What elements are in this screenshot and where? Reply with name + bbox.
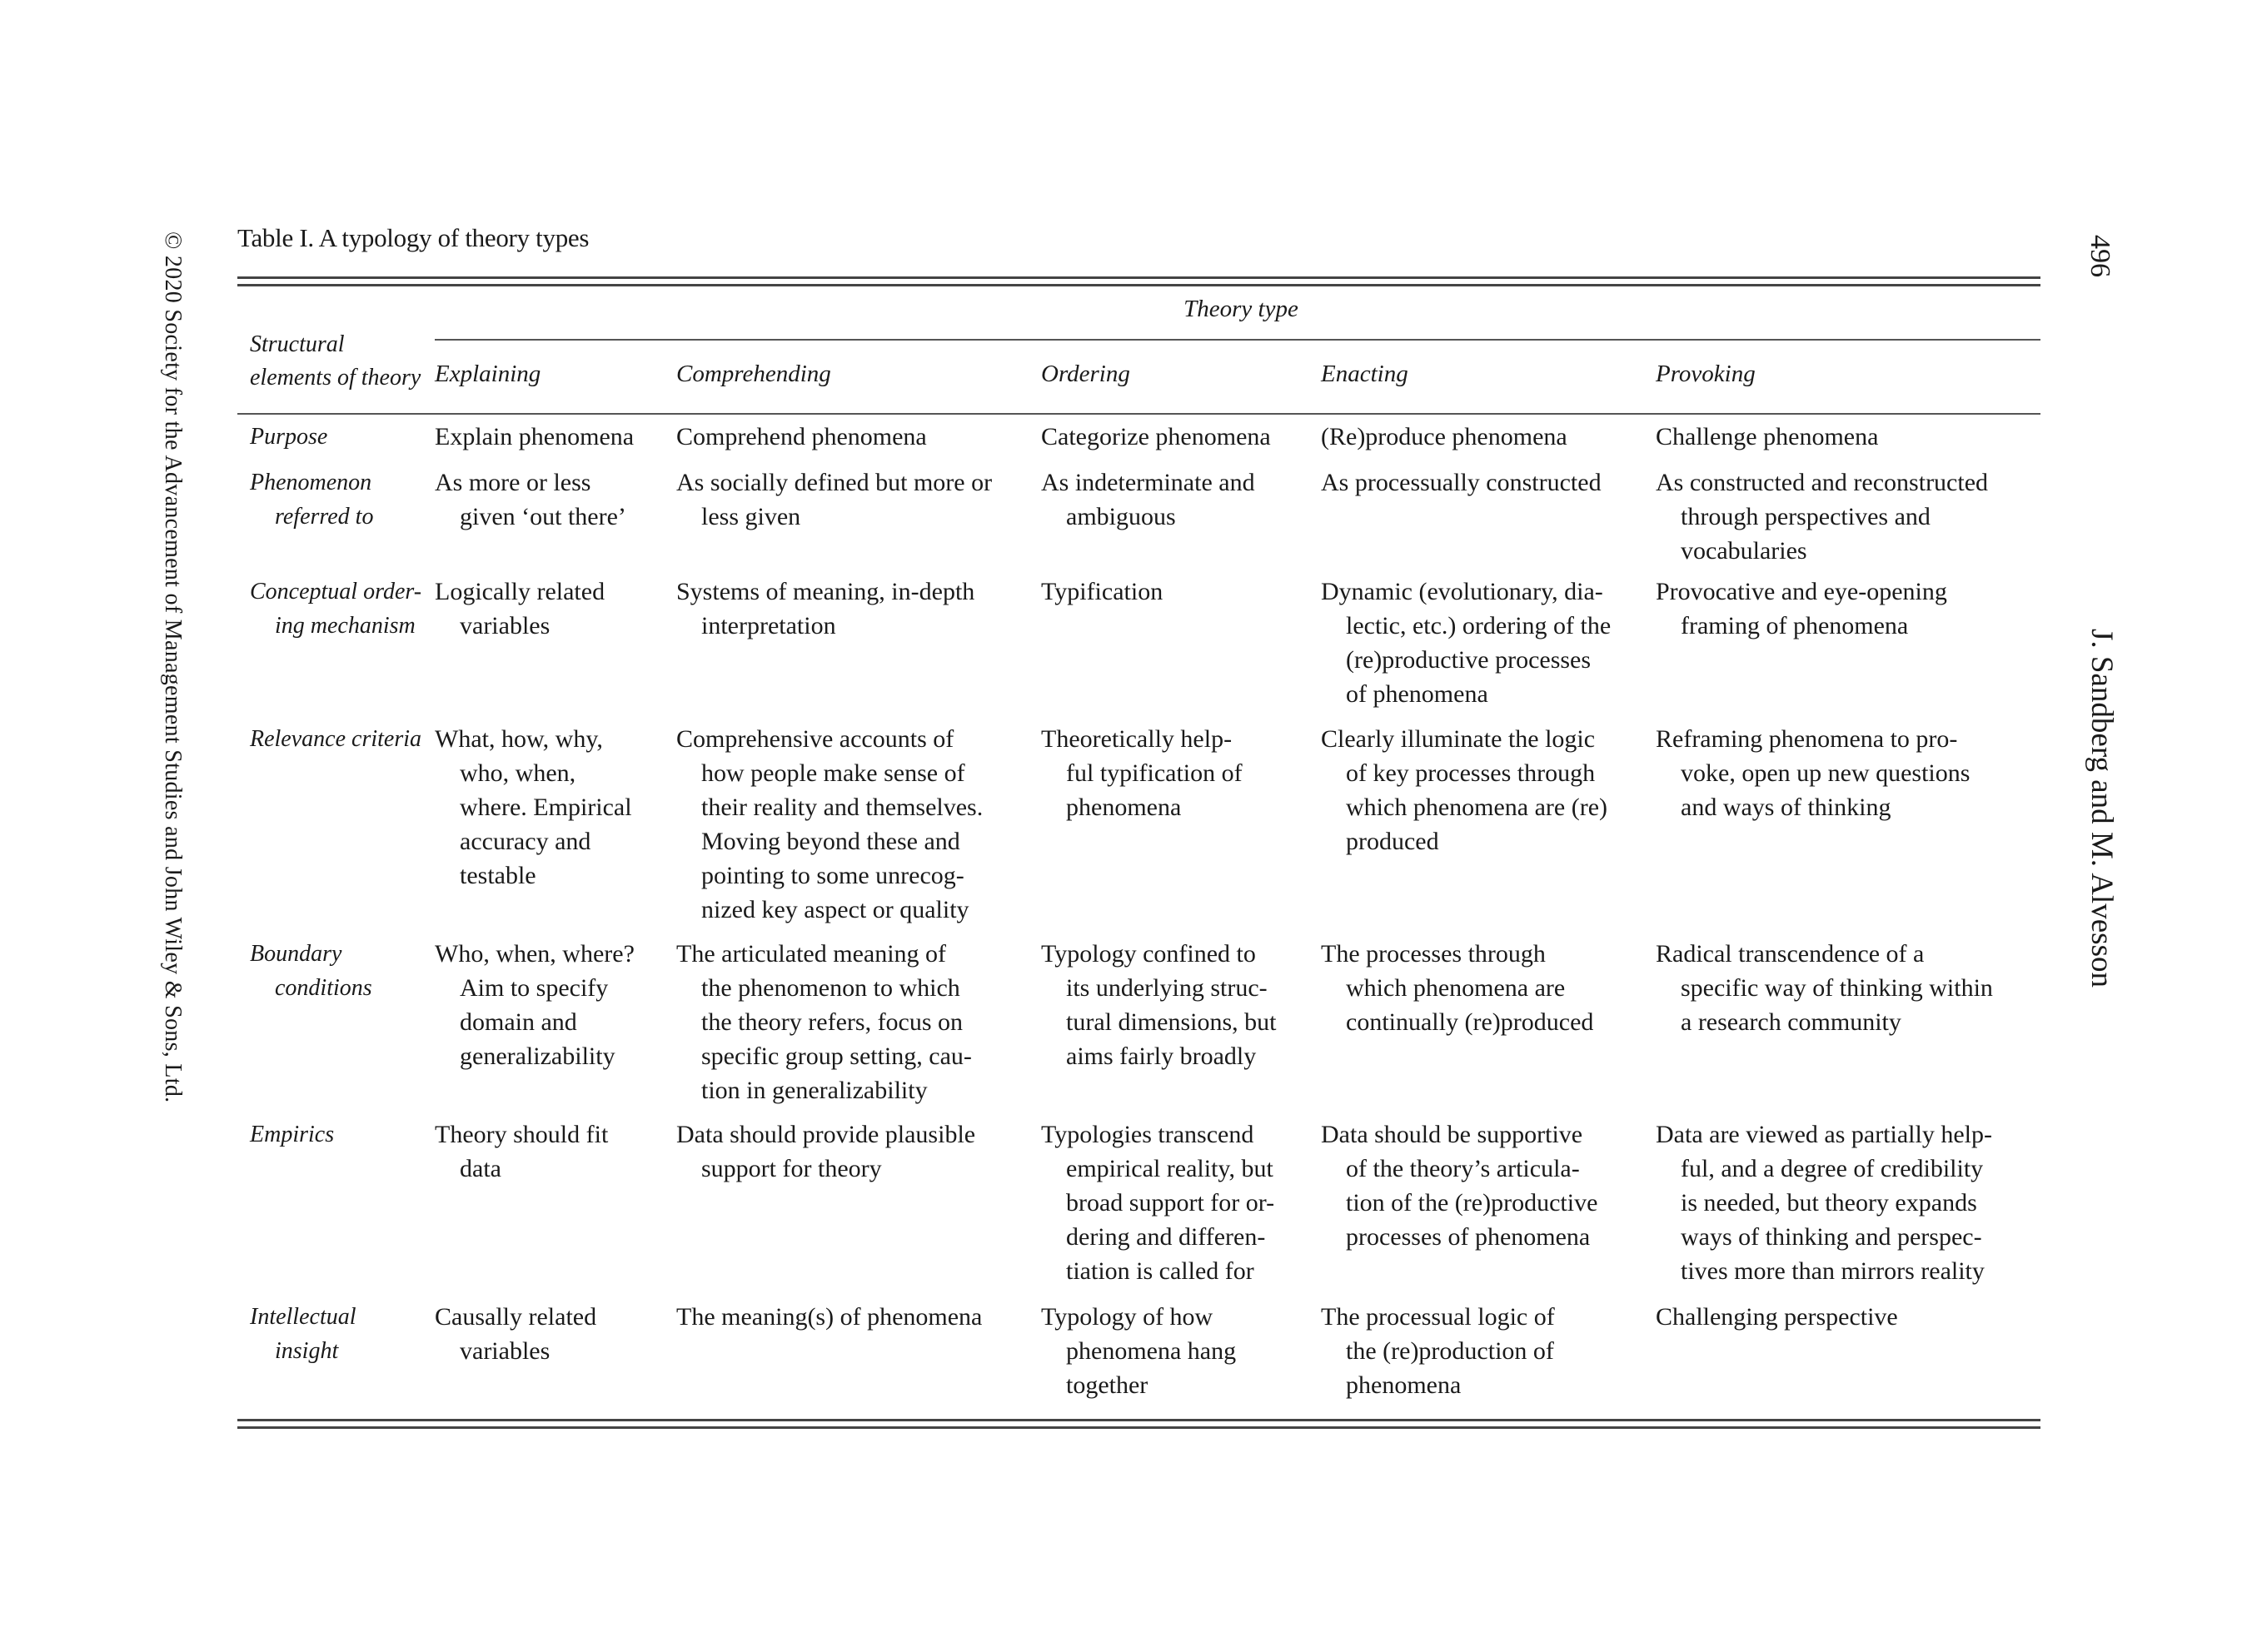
cell-line: where. Empirical [460, 794, 632, 821]
table-cell-ordering [1041, 722, 1243, 824]
row-label [250, 575, 421, 643]
spanner-theory-type: Theory type [1183, 296, 1298, 322]
row-label [250, 1300, 356, 1368]
table-cell-explaining [435, 937, 635, 1073]
table-cell-enacting [1321, 1117, 1597, 1254]
cell-line: ways of thinking and perspec- [1681, 1223, 1982, 1251]
cell-line: Who, when, where? [435, 940, 635, 968]
copyright-notice: © 2020 Society for the Advancement of Management Studies and John Wiley & Sons, Ltd. [160, 231, 186, 1103]
cell-line: lectic, etc.) ordering of the [1346, 612, 1612, 639]
table-cell-ordering [1041, 465, 1255, 534]
table-cell-ordering [1041, 1117, 1274, 1288]
cell-line: Typology of how [1041, 1303, 1213, 1331]
cell-line: support for theory [701, 1155, 882, 1182]
cell-line: Typologies transcend [1041, 1121, 1254, 1148]
table-cell-enacting [1321, 465, 1602, 500]
cell-line: Typification [1041, 578, 1163, 605]
cell-line: Comprehensive accounts of [676, 725, 954, 753]
table-cell-comprehending [676, 1117, 975, 1186]
row-label-line: insight [275, 1338, 339, 1364]
cell-line: Clearly illuminate the logic [1321, 725, 1596, 753]
table-cell-enacting [1321, 937, 1593, 1039]
cell-line: their reality and themselves. [701, 794, 984, 821]
bottom-rule-1 [237, 1419, 2040, 1421]
cell-line: (re)productive processes [1346, 646, 1592, 674]
cell-line: testable [460, 862, 536, 889]
cell-line: nized key aspect or quality [701, 896, 969, 923]
cell-line: how people make sense of [701, 759, 965, 787]
table-cell-comprehending [676, 465, 992, 534]
page-number: 496 [2085, 235, 2115, 277]
cell-line: ful typification of [1066, 759, 1243, 787]
table-cell-provoking [1656, 1117, 1992, 1288]
cell-line: Theory should fit [435, 1121, 609, 1148]
row-label [250, 420, 327, 454]
table-cell-provoking [1656, 465, 1988, 568]
row-label-line: Intellectual [250, 1304, 356, 1330]
row-label [250, 722, 421, 756]
table-cell-comprehending [676, 937, 972, 1107]
cell-line: vocabularies [1681, 537, 1807, 565]
cell-line: aims fairly broadly [1066, 1042, 1257, 1070]
cell-line: variables [460, 1337, 551, 1365]
table-caption: Table I. A typology of theory types [237, 223, 590, 252]
row-label-line: Empirics [250, 1122, 335, 1147]
cell-line: interpretation [701, 612, 836, 639]
table-cell-explaining [435, 575, 605, 643]
cell-line: As indeterminate and [1041, 469, 1255, 496]
cell-line: Theoretically help- [1041, 725, 1233, 753]
cell-line: variables [460, 612, 551, 639]
table-cell-ordering [1041, 937, 1276, 1073]
cell-line: specific way of thinking within [1681, 974, 1993, 1002]
cell-line: produced [1346, 828, 1439, 855]
cell-line: voke, open up new questions [1681, 759, 1971, 787]
cell-line: Typology confined to [1041, 940, 1256, 968]
row-label-line: conditions [275, 975, 372, 1001]
row-label-line: Boundary [250, 941, 342, 967]
cell-line: The processual logic of [1321, 1303, 1555, 1331]
cell-line: The meaning(s) of phenomena [676, 1303, 983, 1331]
cell-line: framing of phenomena [1681, 612, 1909, 639]
cell-line: a research community [1681, 1008, 1901, 1036]
table-cell-ordering [1041, 420, 1271, 454]
cell-line: Systems of meaning, in-depth [676, 578, 975, 605]
cell-line: Data should be supportive [1321, 1121, 1583, 1148]
cell-line: tion of the (re)productive [1346, 1189, 1598, 1217]
row-label-line: Phenomenon [250, 470, 372, 495]
cell-line: the theory refers, focus on [701, 1008, 964, 1036]
table-cell-ordering [1041, 1300, 1236, 1402]
row-label-line: Relevance criteria [250, 726, 422, 752]
cell-line: The articulated meaning of [676, 940, 947, 968]
cell-line: Moving beyond these and [701, 828, 960, 855]
cell-line: which phenomena are (re) [1346, 794, 1608, 821]
table-cell-provoking [1656, 937, 1993, 1039]
table-cell-provoking [1656, 722, 1970, 824]
cell-line: generalizability [460, 1042, 615, 1070]
cell-line: ambiguous [1066, 503, 1176, 530]
row-label-line: ing mechanism [275, 613, 416, 639]
row-label-line: Purpose [250, 424, 328, 450]
cell-line: the (re)production of [1346, 1337, 1554, 1365]
cell-line: As more or less [435, 469, 591, 496]
cell-line: specific group setting, cau- [701, 1042, 972, 1070]
table-cell-ordering [1041, 575, 1163, 609]
cell-line: Challenge phenomena [1656, 423, 1879, 450]
table-cell-enacting [1321, 575, 1611, 711]
cell-line: pointing to some unrecog- [701, 862, 964, 889]
table-cell-provoking [1656, 420, 1878, 454]
cell-line: The processes through [1321, 940, 1546, 968]
cell-line: Radical transcendence of a [1656, 940, 1925, 968]
cell-line: As socially defined but more or [676, 469, 993, 496]
table-cell-enacting [1321, 420, 1567, 454]
cell-line: Causally related [435, 1303, 597, 1331]
table-cell-explaining [435, 722, 632, 893]
stub-header [250, 327, 421, 395]
cell-line: Data are viewed as partially help- [1656, 1121, 1992, 1148]
cell-line: Logically related [435, 578, 605, 605]
cell-line: Data should provide plausible [676, 1121, 976, 1148]
stub-header-line-2: elements of theory [250, 365, 421, 391]
table-cell-explaining [435, 465, 626, 534]
cell-line: tural dimensions, but [1066, 1008, 1277, 1036]
table-cell-comprehending [676, 575, 974, 643]
cell-line: accuracy and [460, 828, 591, 855]
cell-line: tiation is called for [1066, 1257, 1254, 1285]
table-cell-comprehending [676, 1300, 982, 1334]
cell-line: less given [701, 503, 801, 530]
cell-line: domain and [460, 1008, 577, 1036]
row-label [250, 1117, 334, 1152]
cell-line: its underlying struc- [1066, 974, 1268, 1002]
cell-line: empirical reality, but [1066, 1155, 1273, 1182]
col-header-comprehending: Comprehending [676, 361, 831, 387]
cell-line: Provocative and eye-opening [1656, 578, 1947, 605]
stub-header-line-1: Structural [250, 331, 345, 357]
running-head-authors: J. Sandberg and M. Alvesson [2085, 629, 2119, 988]
cell-line: phenomena [1066, 794, 1182, 821]
cell-line: Categorize phenomena [1041, 423, 1271, 450]
col-header-provoking: Provoking [1656, 361, 1756, 387]
top-rule-1 [237, 276, 2040, 279]
cell-line: processes of phenomena [1346, 1223, 1591, 1251]
cell-line: of the theory’s articula- [1346, 1155, 1580, 1182]
cell-line: dering and differen- [1066, 1223, 1266, 1251]
cell-line: As processually constructed [1321, 469, 1602, 496]
cell-line: Aim to specify [460, 974, 609, 1002]
cell-line: data [460, 1155, 501, 1182]
cell-line: tion in generalizability [701, 1077, 928, 1104]
table-cell-provoking [1656, 1300, 1898, 1334]
cell-line: Challenging perspective [1656, 1303, 1898, 1331]
table-cell-comprehending [676, 420, 927, 454]
row-label-line: Conceptual order- [250, 579, 422, 605]
cell-line: of phenomena [1346, 680, 1488, 708]
table-cell-explaining [435, 1300, 596, 1368]
cell-line: who, when, [460, 759, 576, 787]
cell-line: given ‘out there’ [460, 503, 626, 530]
cell-line: of key processes through [1346, 759, 1596, 787]
table-cell-provoking [1656, 575, 1947, 643]
table-cell-explaining [435, 1117, 608, 1186]
bottom-rule-2 [237, 1426, 2040, 1429]
row-label [250, 937, 372, 1005]
cell-line: Reframing phenomena to pro- [1656, 725, 1958, 753]
table-cell-enacting [1321, 722, 1607, 858]
col-header-enacting: Enacting [1321, 361, 1408, 387]
cell-line: What, how, why, [435, 725, 603, 753]
cell-line: ful, and a degree of credibility [1681, 1155, 1984, 1182]
cell-line: As constructed and reconstructed [1656, 469, 1989, 496]
header-rule [237, 413, 2040, 415]
cell-line: Dynamic (evolutionary, dia- [1321, 578, 1603, 605]
cell-line: the phenomenon to which [701, 974, 960, 1002]
cell-line: which phenomena are [1346, 974, 1566, 1002]
row-label [250, 465, 373, 534]
cell-line: tives more than mirrors reality [1681, 1257, 1985, 1285]
cell-line: continually (re)produced [1346, 1008, 1594, 1036]
table-cell-comprehending [676, 722, 983, 927]
table-cell-explaining [435, 420, 634, 454]
col-header-explaining: Explaining [435, 361, 541, 387]
cell-line: through perspectives and [1681, 503, 1931, 530]
cell-line: phenomena hang [1066, 1337, 1237, 1365]
cell-line: is needed, but theory expands [1681, 1189, 1977, 1217]
cell-line: together [1066, 1371, 1148, 1399]
cell-line: and ways of thinking [1681, 794, 1891, 821]
cell-line: Comprehend phenomena [676, 423, 927, 450]
cell-line: phenomena [1346, 1371, 1462, 1399]
spanner-rule [435, 339, 2040, 341]
table-cell-enacting [1321, 1300, 1555, 1402]
top-rule-2 [237, 284, 2040, 286]
cell-line: (Re)produce phenomena [1321, 423, 1567, 450]
row-label-line: referred to [275, 504, 374, 530]
cell-line: broad support for or- [1066, 1189, 1275, 1217]
col-header-ordering: Ordering [1041, 361, 1130, 387]
cell-line: Explain phenomena [435, 423, 635, 450]
